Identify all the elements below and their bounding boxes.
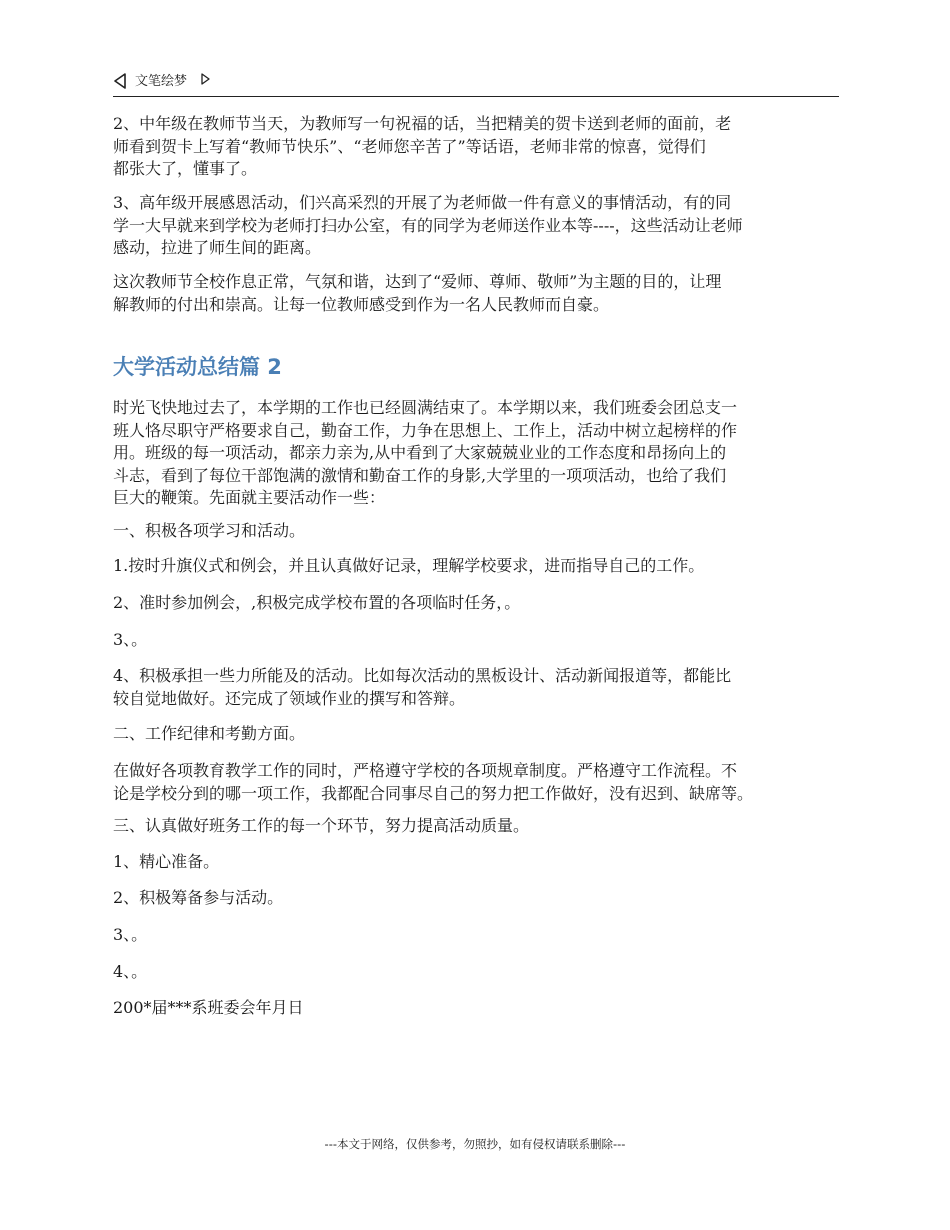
list-item: 3、。 bbox=[113, 925, 148, 944]
page-footer: ---本文于网络，仅供参考，勿照抄，如有侵权请联系删除--- bbox=[324, 1137, 626, 1151]
page-header bbox=[113, 70, 839, 97]
paragraph-teachers-day-summary: 这次教师节全校作息正常，气氛和谐，达到了“爱师、尊师、敬师”为主题的目的，让理 解教师的付出和崇高。让每一位教师感受到作为一名人民教师而自豪。 bbox=[113, 272, 722, 314]
subheading-class-work: 三、认真做好班务工作的每一个环节，努力提高活动质量。 bbox=[113, 816, 530, 835]
list-item: 1.按时升旗仪式和例会，并且认真做好记录，理解学校要求，进而指导自己的工作。 bbox=[113, 556, 705, 575]
list-item: 2、积极筹备参与活动。 bbox=[113, 888, 284, 907]
subheading-study-activities: 一、积极各项学习和活动。 bbox=[113, 521, 306, 540]
subheading-discipline: 二、工作纪律和考勤方面。 bbox=[113, 724, 306, 743]
list-item: 3、。 bbox=[113, 630, 148, 649]
list-item: 4、。 bbox=[113, 962, 148, 981]
triangle-right-icon bbox=[200, 73, 210, 85]
triangle-left-icon bbox=[113, 73, 127, 89]
list-item: 2、准时参加例会，,积极完成学校布置的各项临时任务，。 bbox=[113, 593, 521, 612]
paragraph-intro: 时光飞快地过去了，本学期的工作也已经圆满结束了。本学期以来，我们班委会团总支一 班人恪尽职守严格要求自己，勤奋工作，力争在思想上、工作上，活动中树立起榜样的作 用。班级的每一项活动，都亲力亲为,从中看到了大家兢兢业业的工作态度和昂扬向上的 斗志，看到了每位干部饱满的激情和勤奋工作的身影,大学里的一项项活动，也给了我们 巨大的鞭策。先面就主要活动作一些： bbox=[113, 398, 738, 507]
signature: 200*届***系班委会年月日 bbox=[113, 998, 304, 1017]
brand-name: 文笔绘梦 bbox=[135, 74, 188, 89]
section-title: 大学活动总结篇 2 bbox=[113, 355, 282, 379]
list-item: 1、精心准备。 bbox=[113, 852, 220, 871]
paragraph-discipline: 在做好各项教育教学工作的同时，严格遵守学校的各项规章制度。严格遵守工作流程。不 论是学校分到的哪一项工作，我都配合同事尽自己的努力把工作做好，没有迟到、缺席等。 bbox=[113, 761, 754, 803]
list-item: 4、积极承担一些力所能及的活动。比如每次活动的黑板设计、活动新闻报道等，都能比 较自觉地做好。还完成了领域作业的撰写和答辩。 bbox=[113, 666, 732, 708]
paragraph-middle-grade: 2、中年级在教师节当天，为教师写一句祝福的话，当把精美的贺卡送到老师的面前，老 师看到贺卡上写着“教师节快乐”、“老师您辛苦了”等话语，老师非常的惊喜，觉得们 都张大了，懂事了。 bbox=[113, 114, 732, 178]
paragraph-senior-grade: 3、高年级开展感恩活动，们兴高采烈的开展了为老师做一件有意义的事情活动，有的同 学一大早就来到学校为老师打扫办公室，有的同学为老师送作业本等----，这些活动让老师 感动，拉进了师生间的距离。 bbox=[113, 193, 743, 257]
